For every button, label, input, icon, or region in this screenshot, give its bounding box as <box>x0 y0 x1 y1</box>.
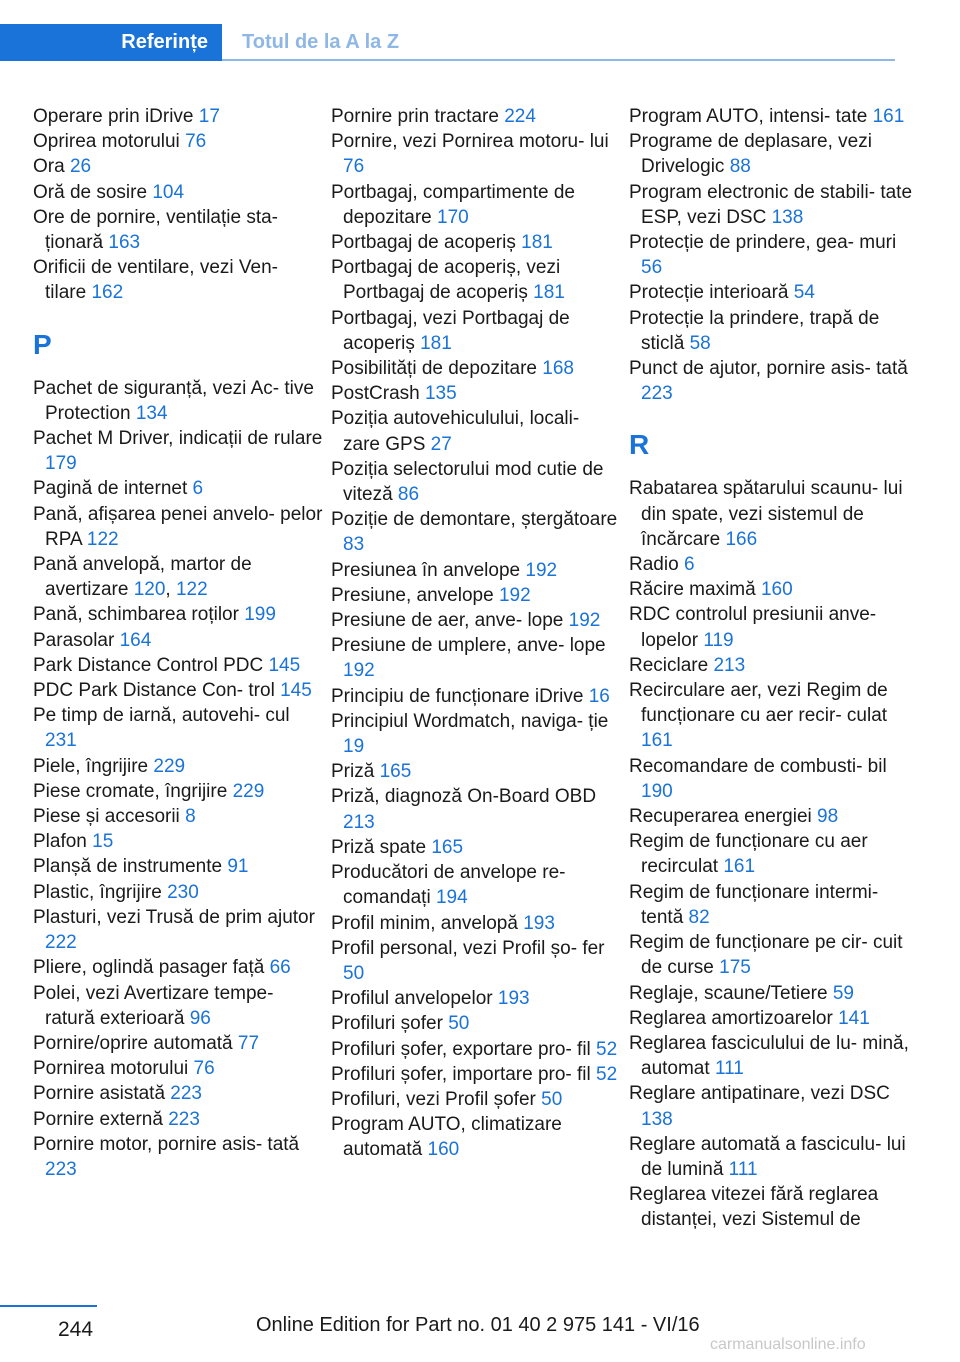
index-term: Pornirea motorului <box>33 1058 189 1080</box>
page-link[interactable]: 135 <box>424 383 457 405</box>
index-term: Portbagaj de acoperiș, vezi Portbagaj de acoperiș <box>331 257 561 304</box>
index-term: Principiul Wordmatch, naviga‐ ție <box>331 710 609 732</box>
page-link[interactable]: 164 <box>119 629 152 651</box>
index-column-1 <box>33 104 323 1182</box>
index-term: Pornire motor, pornire asis‐ tată <box>33 1133 300 1155</box>
index-entry <box>33 754 323 779</box>
index-term: Regim de funcționare pe cir‐ cuit de curse <box>629 932 903 979</box>
index-entry <box>331 180 621 230</box>
index-term: Polei, vezi Avertizare tempe‐ ratură exterioară <box>33 982 274 1029</box>
page-link[interactable]: 27 <box>430 433 452 455</box>
index-entry <box>629 754 919 804</box>
index-entry <box>331 986 621 1011</box>
page-link[interactable]: 138 <box>641 1108 673 1130</box>
watermark: carmanualsonline.info <box>710 1336 866 1353</box>
index-term: Rabatarea spătarului scaunu‐ lui din spate, vezi sistemul de încărcare <box>629 478 903 550</box>
page-link[interactable]: 6 <box>192 478 204 500</box>
page-link[interactable]: 50 <box>541 1088 563 1110</box>
index-term: Oprirea motorului <box>33 131 180 153</box>
page-link[interactable]: 83 <box>343 534 365 556</box>
index-entry <box>33 129 323 154</box>
index-entry <box>33 154 323 179</box>
index-term: Plasturi, vezi Trusă de prim ajutor <box>33 906 315 928</box>
index-entry <box>331 255 621 305</box>
page-link[interactable]: 88 <box>729 156 751 178</box>
index-term: Program AUTO, intensi‐ tate <box>629 106 868 127</box>
index-entry <box>331 356 621 381</box>
index-entry <box>33 628 323 653</box>
index-term: PDC Park Distance Con‐ trol <box>33 680 275 702</box>
index-term: Posibilități de depozitare <box>331 358 537 380</box>
index-entry <box>331 684 621 709</box>
page-link[interactable]: 163 <box>108 232 141 254</box>
index-term: Pană, afișarea penei anvelo‐ pelor RPA <box>33 503 323 550</box>
index-entry <box>331 709 621 759</box>
index-entry <box>33 1132 323 1182</box>
page-link[interactable]: 160 <box>427 1139 460 1161</box>
index-term: Presiunea în anvelope <box>331 559 521 581</box>
index-entry <box>33 255 323 305</box>
index-entry <box>331 583 621 608</box>
index-entry <box>331 835 621 860</box>
index-term: Profil personal, vezi Profil șo‐ fer <box>331 937 605 959</box>
page-link[interactable]: 193 <box>497 988 530 1010</box>
index-term: Priză <box>331 761 375 783</box>
page-link[interactable]: 77 <box>237 1032 260 1054</box>
page-link[interactable]: 96 <box>189 1007 211 1029</box>
index-entry <box>629 829 919 879</box>
page-number: 244 <box>58 1318 94 1341</box>
index-entry <box>629 1081 919 1131</box>
page-link[interactable]: 161 <box>723 856 756 878</box>
page-link[interactable]: 192 <box>498 584 531 606</box>
page-link[interactable]: 52 <box>596 1038 618 1060</box>
index-term: Program AUTO, climatizare automată <box>331 1114 562 1161</box>
index-term: Regim de funcționare intermi‐ tentă <box>629 881 879 928</box>
index-entry <box>629 306 919 356</box>
index-term: Plastic, îngrijire <box>33 881 162 903</box>
page-link[interactable]: 160 <box>760 579 793 601</box>
page-link[interactable]: 145 <box>268 654 301 676</box>
page-link[interactable]: 16 <box>588 685 610 707</box>
page-link[interactable]: 56 <box>641 257 663 279</box>
index-term: Reglarea fasciculului de lu‐ mină, automat <box>629 1032 909 1080</box>
page-link[interactable]: 50 <box>343 962 365 984</box>
page-link[interactable]: 59 <box>832 982 854 1004</box>
index-term: Pornire prin tractare <box>331 106 499 127</box>
page-link[interactable]: 50 <box>448 1013 470 1035</box>
page-link[interactable]: 181 <box>420 332 452 354</box>
page-link[interactable]: 222 <box>45 932 77 954</box>
index-entry <box>33 502 323 552</box>
index-term: Răcire maximă <box>629 579 756 601</box>
index-entry: Pană anvelopă, martor de avertizare 120, 122 <box>33 554 252 601</box>
page-link[interactable]: 231 <box>45 730 77 752</box>
index-entry <box>33 955 323 980</box>
index-column-2 <box>331 104 621 1163</box>
index-entry <box>33 804 323 829</box>
page-link[interactable]: 86 <box>397 484 420 506</box>
page-link[interactable]: 192 <box>568 610 601 632</box>
index-term: Reciclare <box>629 654 709 676</box>
page-link[interactable]: 161 <box>872 106 905 127</box>
index-term: Poziția autovehiculului, locali‐ zare GPS <box>331 408 580 455</box>
index-entry <box>33 376 323 426</box>
index-term: Profiluri șofer, importare pro‐ fil <box>331 1063 591 1085</box>
index-term: RDC controlul presiunii anve‐ lopelor <box>629 604 877 651</box>
page-link[interactable]: 175 <box>719 957 751 979</box>
index-term: Reglarea vitezei fără reglarea distanței, vezi Sistemul de <box>629 1184 879 1231</box>
header-bar <box>0 0 960 64</box>
index-term: Piese și accesorii <box>33 806 180 828</box>
index-entry <box>331 129 621 179</box>
index-term: Punct de ajutor, pornire asis‐ tată <box>629 358 908 380</box>
index-entry <box>629 678 919 754</box>
page-link[interactable]: 141 <box>838 1007 870 1029</box>
section-letter: P <box>33 328 52 360</box>
index-entry <box>331 608 621 633</box>
edition-line: Online Edition for Part no. 01 40 2 975 141 - VI/16 <box>256 1314 700 1336</box>
page-link[interactable]: 26 <box>69 156 92 178</box>
index-term: Profiluri, vezi Profil șofer <box>331 1088 536 1110</box>
page-link[interactable]: 223 <box>168 1108 200 1130</box>
footer-divider <box>0 1305 97 1307</box>
index-term: Presiune, anvelope <box>331 584 494 606</box>
page-link[interactable]: 162 <box>91 282 124 304</box>
index-entry <box>629 1031 919 1081</box>
page-link[interactable]: 19 <box>343 736 365 758</box>
index-term: Protecție interioară <box>629 282 789 304</box>
page-link[interactable]: 168 <box>542 358 574 380</box>
page-link[interactable]: 179 <box>45 453 77 475</box>
header-divider <box>222 59 895 61</box>
tab-referinte[interactable]: Referințe <box>0 24 222 61</box>
index-entry <box>33 981 323 1031</box>
page-link[interactable]: 230 <box>167 881 199 903</box>
page-link[interactable]: 91 <box>227 856 249 878</box>
index-entry <box>33 180 323 205</box>
index-entry <box>331 1112 621 1162</box>
page-link[interactable]: 223 <box>170 1083 202 1105</box>
index-entry <box>629 180 919 230</box>
index-entry <box>33 880 323 905</box>
index-term: Operare prin iDrive <box>33 106 194 127</box>
index-term: PostCrash <box>331 383 420 405</box>
index-term: Ore de pornire, ventilație sta‐ ționară <box>33 206 279 254</box>
page-link[interactable]: 15 <box>92 831 114 853</box>
index-term: Piele, îngrijire <box>33 755 149 777</box>
index-term: Reglare antipatinare, vezi DSC <box>629 1083 890 1105</box>
index-term: Portbagaj de acoperiș <box>331 232 516 254</box>
index-entry <box>331 1087 621 1112</box>
page-link[interactable]: 120 <box>133 579 166 601</box>
index-entry <box>331 784 621 834</box>
page-link[interactable]: 170 <box>437 206 469 228</box>
index-term: Recomandare de combusti‐ bil <box>629 755 887 777</box>
index-entry <box>629 880 919 930</box>
index-term: Profiluri șofer, exportare pro‐ fil <box>331 1038 591 1060</box>
index-term: Recuperarea energiei <box>629 806 812 828</box>
index-term: Reglaje, scaune/Tetiere <box>629 982 828 1004</box>
index-term: Pornire/oprire automată <box>33 1032 233 1054</box>
page-link[interactable]: 192 <box>525 559 558 581</box>
page-link[interactable]: 190 <box>641 780 673 802</box>
index-term: Pagină de internet <box>33 478 188 500</box>
index-term: Pornire externă <box>33 1108 163 1130</box>
index-entry <box>331 558 621 583</box>
page-link[interactable]: 165 <box>431 836 464 858</box>
page-link[interactable]: 111 <box>728 1158 758 1180</box>
index-entry <box>331 406 621 456</box>
index-term: Piese cromate, îngrijire <box>33 780 228 802</box>
page-link[interactable]: 111 <box>714 1058 744 1080</box>
index-term: Oră de sosire <box>33 181 148 203</box>
index-entry <box>629 356 919 406</box>
index-entry <box>33 653 323 678</box>
page-link[interactable]: 17 <box>198 106 220 127</box>
page-link[interactable]: 223 <box>45 1158 77 1180</box>
index-entry <box>629 577 919 602</box>
index-entry <box>629 981 919 1006</box>
index-term: Presiune de aer, anve‐ lope <box>331 610 564 632</box>
page-link[interactable]: 76 <box>193 1058 215 1080</box>
page-link[interactable]: 76 <box>185 131 207 153</box>
index-term: Presiune de umplere, anve‐ lope <box>331 635 606 657</box>
page-link[interactable]: 58 <box>689 332 711 354</box>
index-term: Producători de anvelope re‐ comandați <box>331 862 566 909</box>
index-entry <box>629 1182 919 1232</box>
page-link[interactable]: 145 <box>280 680 312 702</box>
tab-totul-de-la-a-la-z[interactable]: Totul de la A la Z <box>242 31 400 53</box>
page-link[interactable]: 6 <box>683 554 695 576</box>
page-link[interactable]: 194 <box>435 887 468 909</box>
index-term: Recirculare aer, vezi Regim de funcționare cu aer recir‐ culat <box>629 680 888 727</box>
index-term: Profilul anvelopelor <box>331 988 493 1010</box>
page-link[interactable]: 192 <box>343 660 375 682</box>
index-entry <box>33 1056 323 1081</box>
page-link[interactable]: 181 <box>533 282 565 304</box>
index-term: Parasolar <box>33 629 115 651</box>
page-link[interactable]: 229 <box>153 755 186 777</box>
index-entry <box>331 936 621 986</box>
page-link[interactable]: 223 <box>641 383 673 405</box>
index-entry <box>33 602 323 627</box>
index-term: Pachet M Driver, indicații de rulare <box>33 428 323 450</box>
page-link[interactable]: 193 <box>523 912 555 934</box>
index-term: Profil minim, anvelopă <box>331 912 518 934</box>
index-term: Portbagaj, vezi Portbagaj de acoperiș <box>331 307 570 354</box>
index-entry <box>331 1062 621 1087</box>
page-link[interactable]: 166 <box>725 528 758 550</box>
index-entry <box>33 104 323 129</box>
index-entry <box>33 829 323 854</box>
index-term: Priză spate <box>331 836 427 858</box>
index-entry <box>33 703 323 753</box>
index-entry <box>629 930 919 980</box>
page-link[interactable]: 8 <box>185 806 196 828</box>
index-term: Pornire, vezi Pornirea motoru‐ lui <box>331 131 609 153</box>
index-entry <box>331 759 621 784</box>
index-term: Plafon <box>33 831 87 853</box>
index-entry <box>331 911 621 936</box>
page-link[interactable]: 213 <box>713 654 746 676</box>
index-term: Principiu de funcționare iDrive <box>331 685 584 707</box>
index-entry <box>33 1081 323 1106</box>
index-term: Orificii de ventilare, vezi Ven‐ tilare <box>33 257 278 304</box>
index-entry <box>629 476 919 552</box>
index-term: Reglare automată a fasciculu‐ lui de lumină <box>629 1133 906 1180</box>
page-link[interactable]: 229 <box>232 780 265 802</box>
index-entry <box>331 860 621 910</box>
index-entry <box>629 653 919 678</box>
index-entry <box>33 905 323 955</box>
page-link[interactable]: 82 <box>688 906 710 928</box>
index-entry <box>331 104 621 129</box>
index-term: Radio <box>629 554 679 576</box>
index-entry <box>629 1132 919 1182</box>
index-entry <box>331 1037 621 1062</box>
index-term: Ora <box>33 156 65 178</box>
index-term: Programe de deplasare, vezi Drivelogic <box>629 131 872 178</box>
page-link[interactable]: 181 <box>521 232 553 254</box>
index-term: Pornire asistată <box>33 1083 166 1105</box>
page-link[interactable]: 165 <box>379 761 412 783</box>
page-link[interactable]: 138 <box>771 206 804 228</box>
index-entry <box>629 804 919 829</box>
index-entry <box>33 854 323 879</box>
index-term: Park Distance Control PDC <box>33 654 264 676</box>
index-term: Regim de funcționare cu aer recirculat <box>629 831 868 878</box>
index-column-3 <box>629 104 919 1233</box>
page-link[interactable]: 54 <box>793 282 815 304</box>
page-link[interactable]: 224 <box>504 106 536 127</box>
index-entry <box>33 1031 323 1056</box>
page-link[interactable]: 122 <box>175 579 208 601</box>
index-entry <box>331 507 621 557</box>
index-entry <box>331 381 621 406</box>
index-term: Planșă de instrumente <box>33 856 223 878</box>
index-entry <box>629 104 919 129</box>
index-entry <box>331 306 621 356</box>
index-entry <box>331 633 621 683</box>
index-term: Protecție de prindere, gea‐ muri <box>629 232 897 254</box>
page-link[interactable]: 66 <box>269 957 291 979</box>
index-term: Pe timp de iarnă, autovehi‐ cul <box>33 705 290 727</box>
index-entry <box>629 280 919 305</box>
page-link[interactable]: 199 <box>244 604 276 626</box>
page-link[interactable]: 76 <box>343 156 365 178</box>
index-entry <box>331 230 621 255</box>
index-entry <box>629 129 919 179</box>
page-link[interactable]: 104 <box>152 181 185 203</box>
section-letter: R <box>629 429 650 461</box>
index-term: Priză, diagnoză On-Board OBD <box>331 786 597 808</box>
index-term: Pachet de siguranță, vezi Ac‐ tive Protection <box>33 377 314 424</box>
index-term: Poziție de demontare, ștergătoare <box>331 509 618 531</box>
index-term: Pană, schimbarea roților <box>33 604 239 626</box>
index-term: Reglarea amortizoarelor <box>629 1007 833 1029</box>
index-term: Portbagaj, compartimente de depozitare <box>331 181 575 228</box>
index-entry <box>33 779 323 804</box>
page-link[interactable]: 52 <box>596 1063 618 1085</box>
page-link[interactable]: 213 <box>343 811 375 833</box>
index-term: Program electronic de stabili‐ tate ESP, vezi DSC <box>629 181 913 228</box>
index-entry <box>629 602 919 652</box>
index-term: Pană anvelopă, martor de avertizare <box>33 554 252 601</box>
index-term: Poziția selectorului mod cutie de viteză <box>331 458 604 506</box>
page-link[interactable]: 98 <box>817 806 839 828</box>
index-term: Protecție la prindere, trapă de sticlă <box>629 307 880 354</box>
index-entry <box>33 426 323 476</box>
index-entry <box>33 678 323 703</box>
page-link[interactable]: 161 <box>641 730 673 752</box>
index-term: Profiluri șofer <box>331 1013 443 1035</box>
index-term: Pliere, oglindă pasager față <box>33 957 265 979</box>
index-entry <box>33 1107 323 1132</box>
index-entry <box>629 1006 919 1031</box>
page-link[interactable]: 119 <box>703 629 734 651</box>
index-entry <box>33 476 323 501</box>
page-link[interactable]: 122 <box>86 528 119 550</box>
index-entry <box>331 457 621 507</box>
index-entry <box>629 230 919 280</box>
index-entry <box>331 1011 621 1036</box>
page-link[interactable]: 134 <box>135 402 168 424</box>
index-entry <box>33 205 323 255</box>
index-entry <box>629 552 919 577</box>
